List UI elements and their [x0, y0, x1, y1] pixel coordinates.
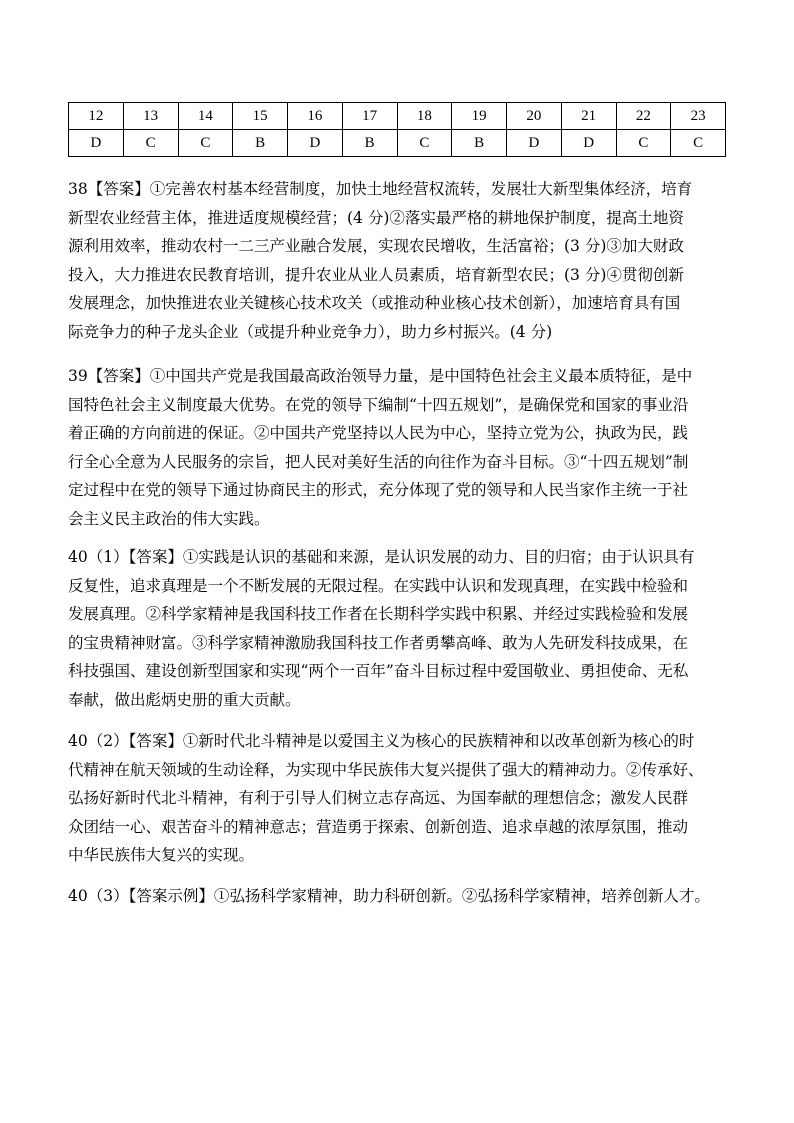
question-number-cell: 17: [342, 103, 397, 130]
answer-cell: C: [671, 130, 726, 157]
answer-cell: B: [342, 130, 397, 157]
question-number-cell: 18: [397, 103, 452, 130]
text-line: 众团结一心、艰苦奋斗的精神意志；营造勇于探索、创新创造、追求卓越的浓厚氛围，推动: [68, 817, 689, 836]
text-line: 代精神在航天领域的生动诠释，为实现中华民族伟大复兴提供了强大的精神动力。②传承好、: [68, 760, 704, 779]
text-line: 科技强国、建设创新型国家和实现“两个一百年”奋斗目标过程中爱国敬业、勇担使命、无私: [68, 662, 689, 680]
answer-paragraph-39: [68, 362, 728, 533]
text-line: 发展理念，加快推进农业关键核心技术攻关（或推动种业核心技术创新），加速培育具有国: [68, 294, 681, 312]
text-line: 39【答案】①中国共产党是我国最高政治领导力量，是中国特色社会主义最本质特征，是中: [68, 367, 693, 385]
text-line: 40（3）【答案示例】①弘扬科学家精神，助力科研创新。②弘扬科学家精神，培养创新人才。: [68, 887, 710, 905]
question-number-cell: 14: [178, 103, 233, 130]
text-line: 发展真理。②科学家精神是我国科技工作者在长期科学实践中积累、并经过实践检验和发展: [68, 605, 689, 623]
answer-cell: D: [288, 130, 343, 157]
answer-paragraph-40-1: [68, 543, 728, 714]
text-line: 的宝贵精神财富。③科学家精神激励我国科技工作者勇攀高峰、敢为人先研发科技成果，在: [68, 633, 689, 652]
text-line: 定过程中在党的领导下通过协商民主的形式，充分体现了党的领导和人民当家作主统一于社: [68, 481, 689, 499]
answer-cell: C: [123, 130, 178, 157]
question-number-cell: 21: [561, 103, 616, 130]
answer-paragraph-38: [68, 175, 728, 346]
question-number-cell: 22: [616, 103, 671, 130]
answer-row: [69, 130, 726, 157]
question-number-cell: 16: [288, 103, 343, 130]
text-line: 源利用效率，推动农村一二三产业融合发展，实现农民增收，生活富裕；(3 分)③加大财政: [68, 237, 684, 255]
text-line: 际竞争力的种子龙头企业（或提升种业竞争力），助力乡村振兴。(4 分): [68, 322, 553, 341]
text-line: 投入，大力推进农民教育培训，提升农业从业人员素质，培育新型农民；(3 分)④贯彻创新: [68, 265, 684, 284]
answer-cell: B: [452, 130, 507, 157]
answer-cell: D: [69, 130, 124, 157]
text-line: 中华民族伟大复兴的实现。: [68, 846, 255, 864]
text-line: 国特色社会主义制度最大优势。在党的领导下编制“十四五规划”，是确保党和国家的事业沿: [68, 395, 689, 414]
answer-paragraph-40-3: [68, 882, 728, 911]
answer-paragraph-40-2: [68, 727, 728, 870]
answer-cell: D: [507, 130, 562, 157]
text-line: 38【答案】①完善农村基本经营制度，加快土地经营权流转，发展壮大新型集体经济，培育: [68, 180, 693, 198]
question-number-cell: 23: [671, 103, 726, 130]
text-line: 40（1）【答案】①实践是认识的基础和来源，是认识发展的动力、目的归宿；由于认识具有: [68, 548, 695, 566]
answer-cell: B: [233, 130, 288, 157]
text-line: 行全心全意为人民服务的宗旨，把人民对美好生活的向往作为奋斗目标。③“十四五规划”制: [68, 452, 689, 471]
question-number-cell: 13: [123, 103, 178, 130]
answer-cell: C: [616, 130, 671, 157]
question-number-row: [69, 103, 726, 130]
question-number-cell: 15: [233, 103, 288, 130]
text-line: 着正确的方向前进的保证。②中国共产党坚持以人民为中心，坚持立党为公，执政为民，践: [68, 424, 689, 442]
answer-cell: C: [178, 130, 233, 157]
text-line: 弘扬好新时代北斗精神，有利于引导人们树立志存高远、为国奉献的理想信念；激发人民群: [68, 789, 689, 807]
answer-cell: C: [397, 130, 452, 157]
text-line: 会主义民主政治的伟大实践。: [68, 509, 270, 528]
answer-table: [68, 102, 726, 157]
text-line: 40（2）【答案】①新时代北斗精神是以爱国主义为核心的民族精神和以改革创新为核心的时: [68, 732, 695, 750]
text-line: 反复性，追求真理是一个不断发展的无限过程。在实践中认识和发现真理，在实践中检验和: [68, 576, 689, 595]
question-number-cell: 20: [507, 103, 562, 130]
question-number-cell: 19: [452, 103, 507, 130]
answer-cell: D: [561, 130, 616, 157]
question-number-cell: 12: [69, 103, 124, 130]
text-line: 奉献，做出彪炳史册的重大贡献。: [68, 690, 301, 709]
text-line: 新型农业经营主体，推进适度规模经营；(4 分)②落实最严格的耕地保护制度，提高土地资: [68, 208, 684, 227]
